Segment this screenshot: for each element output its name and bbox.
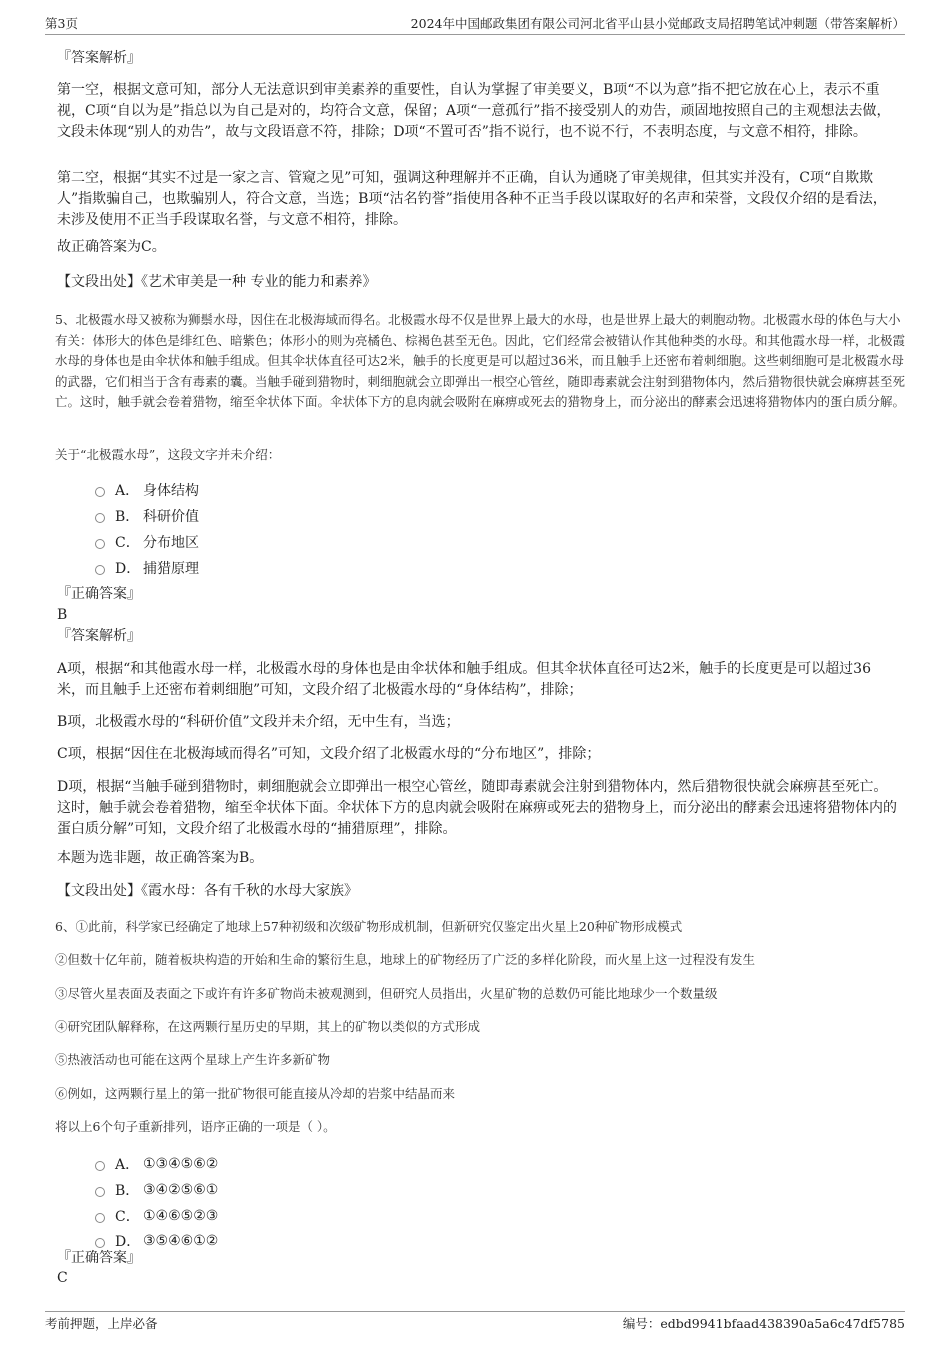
radio-icon[interactable] — [95, 1187, 105, 1197]
q5-option-d[interactable] — [95, 558, 199, 578]
q6-correct-label: 『正确答案』 — [57, 1250, 141, 1266]
option-text: 科研价值 — [143, 509, 199, 525]
page-footer — [45, 1311, 905, 1332]
q5-conclusion: 本题为选非题，故正确答案为B。 — [57, 850, 264, 866]
q6-option-c[interactable] — [95, 1206, 218, 1226]
option-text: ③④②⑤⑥① — [143, 1182, 219, 1198]
q4-source: 【文段出处】《艺术审美是一种 专业的能力和素养》 — [57, 274, 377, 290]
option-text: 身体结构 — [143, 483, 199, 499]
q6-sentence-4: ④研究团队解释称，在这两颗行星历史的早期，其上的矿物以类似的方式形成 — [55, 1019, 481, 1034]
radio-icon[interactable] — [95, 1213, 105, 1223]
radio-icon[interactable] — [95, 1161, 105, 1171]
footer-slogan: 考前押题，上岸必备 — [45, 1316, 158, 1331]
option-letter: C． — [115, 1209, 140, 1225]
q6-sentence-6: ⑥例如，这两颗行星上的第一批矿物很可能直接从冷却的岩浆中结晶而来 — [55, 1086, 456, 1101]
q5-stem: 5、北极霞水母又被称为狮鬃水母，因住在北极海域而得名。北极霞水母不仅是世界上最大的水母，也是世界上最大的刺胞动物。北极霞水母的体色与大小有关：体形大的体色是绯红色、暗紫色；体形小的则为亮橘色、棕褐色甚至无色。因此，它们经常会被错认作其他种类的水母。和其他霞水母一样，北极霞水母的身体也是由伞状体和触手组成。但其伞状体直径可达2米，触手的长度更是可以超过36米，而且触手上还密布着刺细胞。这些刺细胞可是北极霞水母的武器，它们相当于含有毒素的囊。当触手碰到猎物时，刺细胞就会立即弹出一根空心管丝，随即毒素就会注射到猎物体内，然后猎物很快就会麻痹甚至死亡。这时，触手就会卷着猎物，缩至伞状体下面。伞状体下方的息肉就会吸附在麻痹或死去的猎物身上，而分泌出的酵素会迅速将猎物体内的蛋白质分解。 — [55, 312, 906, 409]
option-letter: B． — [115, 509, 140, 525]
radio-icon[interactable] — [95, 1238, 105, 1248]
option-text: ①③④⑤⑥② — [143, 1156, 219, 1172]
option-text: 捕猎原理 — [143, 561, 199, 577]
q5-analysis-c: C项，根据“因住在北极海域而得名”可知，文段介绍了北极霞水母的“分布地区”，排除； — [57, 746, 601, 762]
q5-correct-answer: B — [57, 607, 68, 623]
radio-icon[interactable] — [95, 565, 105, 575]
q5-option-a[interactable] — [95, 480, 199, 500]
q5-option-c[interactable] — [95, 532, 199, 552]
option-text: ③⑤④⑥①② — [143, 1233, 219, 1249]
option-letter: D． — [115, 1234, 141, 1250]
q6-correct-answer: C — [57, 1270, 68, 1286]
document-title: 2024年中国邮政集团有限公司河北省平山县小觉邮政支局招聘笔试冲刺题（带答案解析） — [410, 16, 905, 31]
option-letter: A． — [115, 483, 140, 499]
q5-analysis-b: B项，北极霞水母的“科研价值”文段并未介绍，无中生有，当选； — [57, 714, 460, 730]
page-number: 第3页 — [45, 16, 78, 31]
q5-correct-label: 『正确答案』 — [57, 586, 141, 602]
q6-sentence-1: 6、①此前，科学家已经确定了地球上57种初级和次级矿物形成机制，但新研究仅鉴定出火星上20种矿物形成模式 — [55, 919, 683, 934]
option-text: 分布地区 — [143, 535, 199, 551]
radio-icon[interactable] — [95, 513, 105, 523]
option-text: ①④⑥⑤②③ — [143, 1208, 219, 1224]
radio-icon[interactable] — [95, 487, 105, 497]
option-letter: D． — [115, 561, 141, 577]
page-header — [45, 12, 905, 35]
q6-question: 将以上6个句子重新排列，语序正确的一项是（ ）。 — [55, 1119, 336, 1134]
q5-question: 关于“北极霞水母”，这段文字并未介绍： — [55, 447, 281, 462]
q5-analysis-label: 『答案解析』 — [57, 628, 141, 644]
q4-analysis-label: 『答案解析』 — [57, 50, 141, 66]
q6-option-a[interactable] — [95, 1154, 218, 1174]
q6-sentence-5: ⑤热液活动也可能在这两个星球上产生许多新矿物 — [55, 1052, 331, 1067]
document-id: 编号：edbd9941bfaad438390a5a6c47df5785 — [622, 1316, 905, 1331]
q6-sentence-3: ③尽管火星表面及表面之下或许有许多矿物尚未被观测到，但研究人员指出，火星矿物的总数仍可能比地球少一个数量级 — [55, 986, 718, 1001]
q5-option-b[interactable] — [95, 506, 199, 526]
option-letter: B． — [115, 1183, 140, 1199]
q4-analysis-para1: 第一空，根据文意可知，部分人无法意识到审美素养的重要性，自认为掌握了审美要义，B项“不以为意”指不把它放在心上，表示不重视，C项“自以为是”指总以为自己是对的，均符合文意，保留；A项“一意孤行”指不接受别人的劝告，顽固地按照自己的主观想法去做，文段未体现“别人的劝告”，故与文段语意不符，排除；D项“不置可否”指不说行，也不说不行，不表明态度，与文意不相符，排除。 — [57, 82, 891, 140]
q6-sentence-2: ②但数十亿年前，随着板块构造的开始和生命的繁衍生息，地球上的矿物经历了广泛的多样化阶段，而火星上这一过程没有发生 — [55, 952, 756, 967]
q5-analysis-a: A项，根据“和其他霞水母一样，北极霞水母的身体也是由伞状体和触手组成。但其伞状体直径可达2米，触手的长度更是可以超过36米，而且触手上还密布着刺细胞”可知，文段介绍了北极霞水母的“身体结构”，排除； — [57, 661, 871, 698]
option-letter: A． — [115, 1157, 140, 1173]
q5-analysis-d: D项，根据“当触手碰到猎物时，刺细胞就会立即弹出一根空心管丝，随即毒素就会注射到猎物体内，然后猎物很快就会麻痹甚至死亡。这时，触手就会卷着猎物，缩至伞状体下面。伞状体下方的息肉就会吸附在麻痹或死去的猎物身上，而分泌出的酵素会迅速将猎物体内的蛋白质分解”可知，文段介绍了北极霞水母的“捕猎原理”，排除。 — [57, 779, 897, 837]
q4-conclusion: 故正确答案为C。 — [57, 239, 166, 255]
radio-icon[interactable] — [95, 539, 105, 549]
option-letter: C． — [115, 535, 140, 551]
q6-option-b[interactable] — [95, 1180, 218, 1200]
q5-source: 【文段出处】《霞水母：各有千秋的水母大家族》 — [57, 883, 358, 899]
q4-analysis-para2: 第二空，根据“其实不过是一家之言、管窥之见”可知，强调这种理解并不正确，自认为通晓了审美规律，但其实并没有，C项“自欺欺人”指欺骗自己，也欺骗别人，符合文意，当选；B项“沽名钓誉”指使用各种不正当手段以谋取好的名声和荣誉，文段仅介绍的是看法，未涉及使用不正当手段谋取名誉，与文意不相符，排除。 — [57, 170, 887, 228]
